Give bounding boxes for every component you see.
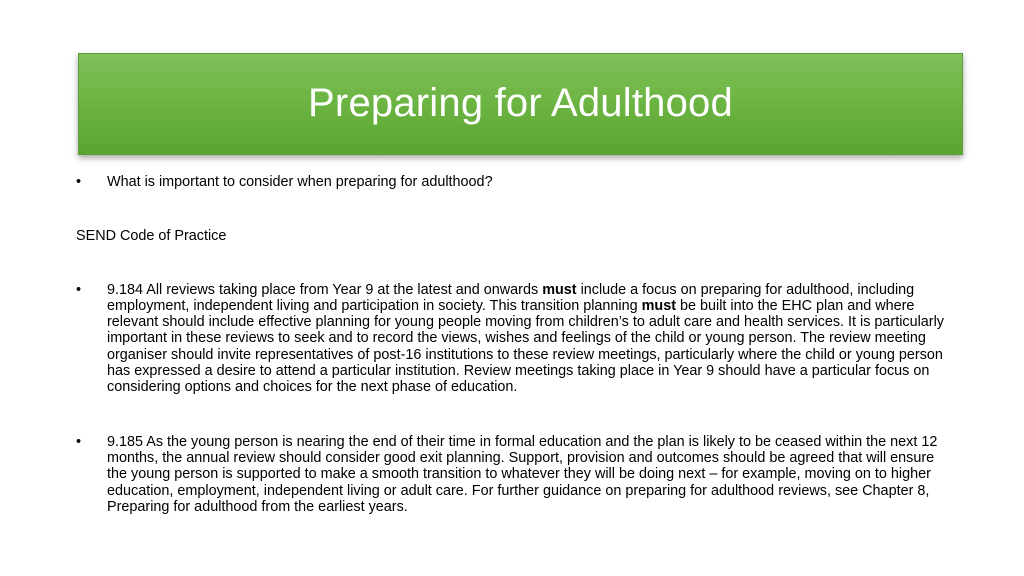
para1-text-part3: be built into the EHC plan and where relevant should include effective planning for young people moving from children’s to adult care and health services. It is particularly important in these reviews to seek and to record the views, wishes and feelings of the child or young person. The review meeting organiser should invite representatives of post-16 institutions to these review meetings, particularly where the child or young person has expressed a desire to attend a particular institution. Review meetings taking place in Year 9 should have a particular focus on considering options and choices for the next phase of education. xyxy=(107,297,944,396)
para2-text: 9.185 As the young person is nearing the end of their time in formal education and the plan is likely to be ceased within the next 12 months, the annual review should consider good exit planning. Support, provision and outcomes should be agreed that will ensure the young person is supported to make a smooth transition to whatever they will be doing next – for example, moving on to higher education, employment, independent living or adult care. For further guidance on preparing for adulthood reviews, see Chapter 8, Preparing for adulthood from the earliest years. xyxy=(107,433,938,515)
paragraph-9-184 xyxy=(76,282,956,396)
para1-text-part1: 9.184 All reviews taking place from Year 9 at the latest and onwards xyxy=(107,281,543,298)
code-of-practice-heading: SEND Code of Practice xyxy=(76,228,227,245)
question-text: What is important to consider when preparing for adulthood? xyxy=(107,174,493,190)
title-banner xyxy=(78,53,963,155)
paragraph-9-185 xyxy=(76,434,956,515)
question-bullet xyxy=(76,174,956,190)
para1-must-2: must xyxy=(641,297,677,314)
bullet-icon: • xyxy=(76,281,82,298)
slide-content xyxy=(76,174,956,515)
bullet-icon: • xyxy=(76,433,82,450)
para1-text-part2: include a focus on preparing for adulthood, including employment, independent living and participation in society. This transition planning xyxy=(107,281,915,314)
slide-title: Preparing for Adulthood xyxy=(308,80,733,125)
bullet-icon: • xyxy=(76,174,82,190)
para1-must-1: must xyxy=(542,281,577,298)
